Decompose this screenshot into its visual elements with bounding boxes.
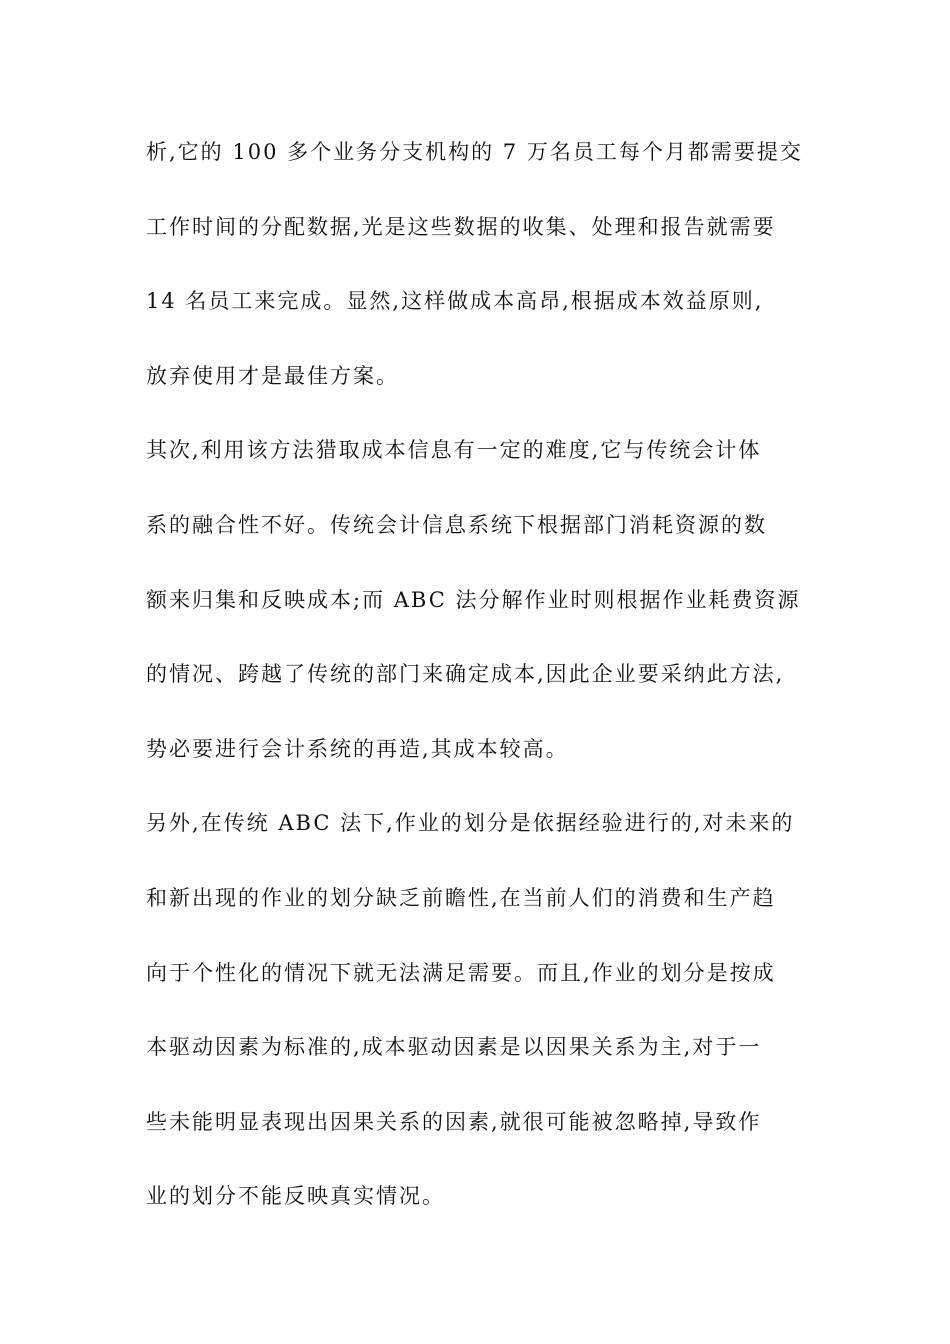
text-line: 14 名员工来完成。显然,这样做成本高昂,根据成本效益原则, xyxy=(146,289,764,314)
text-line: 的情况、跨越了传统的部门来确定成本,因此企业要采纳此方法, xyxy=(146,662,785,687)
text-line: 些未能明显表现出因果关系的因素,就很可能被忽略掉,导致作 xyxy=(146,1109,762,1134)
text-line: 势必要进行会计系统的再造,其成本较高。 xyxy=(146,736,569,761)
text-line: 另外,在传统 ABC 法下,作业的划分是依据经验进行的,对未来的 xyxy=(146,811,795,836)
text-line: 放弃使用才是最佳方案。 xyxy=(146,363,399,388)
text-line: 析,它的 100 多个业务分支机构的 7 万名员工每个月都需要提交 xyxy=(146,140,803,164)
text-line: 本驱动因素为标准的,成本驱动因素是以因果关系为主,对于一 xyxy=(146,1035,762,1060)
document-body xyxy=(146,133,826,1252)
text-line: 其次,利用该方法猎取成本信息有一定的难度,它与传统会计体 xyxy=(146,438,762,463)
text-line: 额来归集和反映成本;而 ABC 法分解作业时则根据作业耗费资源 xyxy=(146,587,801,612)
text-line: 系的融合性不好。传统会计信息系统下根据部门消耗资源的数 xyxy=(146,512,767,537)
text-line: 工作时间的分配数据,光是这些数据的收集、处理和报告就需要 xyxy=(146,214,776,239)
text-line: 向于个性化的情况下就无法满足需要。而且,作业的划分是按成 xyxy=(146,960,776,985)
text-line: 业的划分不能反映真实情况。 xyxy=(146,1184,445,1209)
text-line: 和新出现的作业的划分缺乏前瞻性,在当前人们的消费和生产趋 xyxy=(146,885,776,910)
